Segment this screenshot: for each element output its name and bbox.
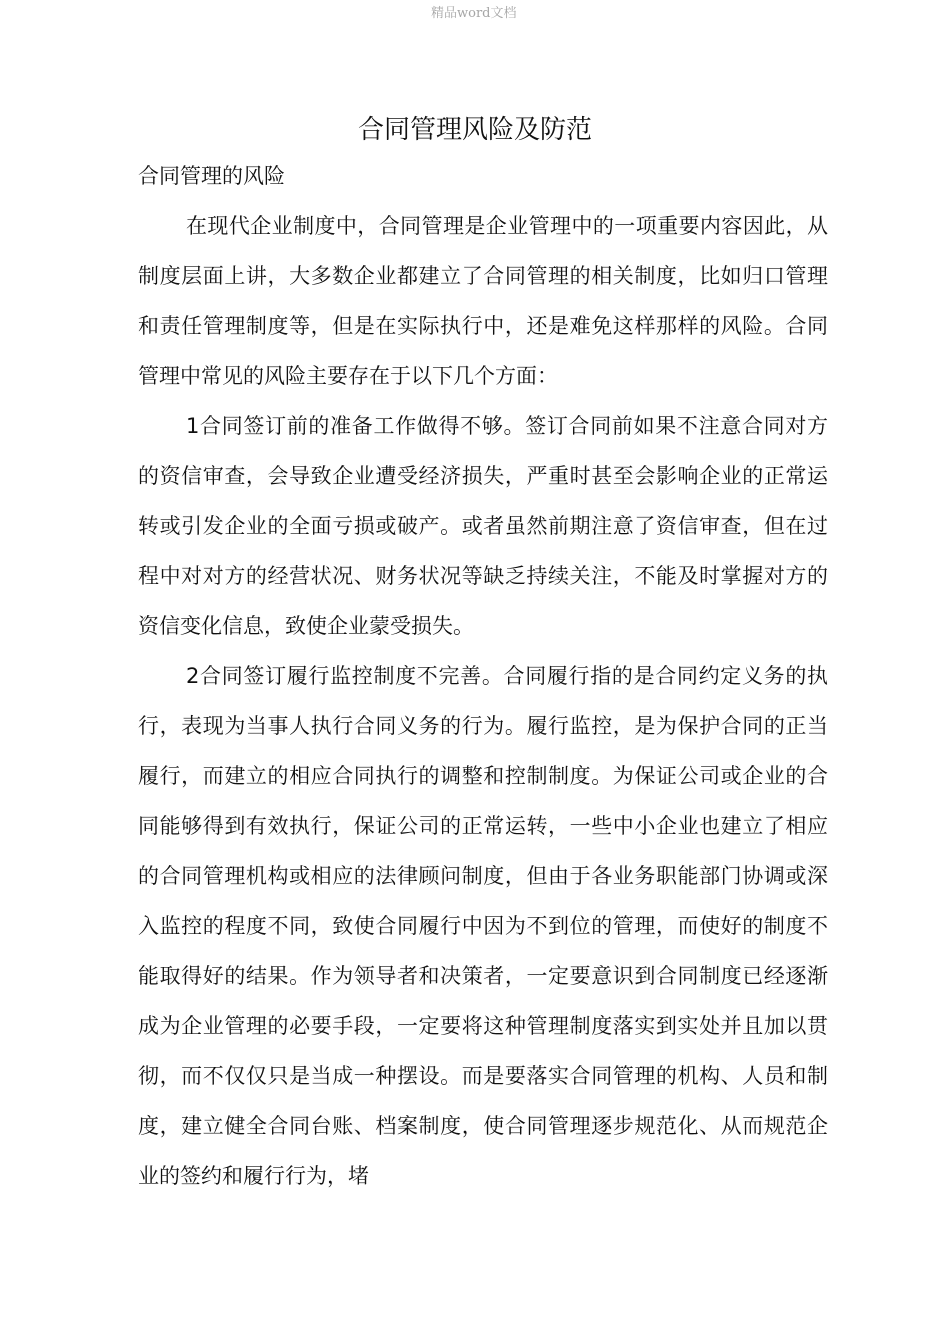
document-title: 合同管理风险及防范	[357, 115, 592, 145]
paragraph-risk-2: 2合同签订履行监控制度不完善。合同履行指的是合同约定义务的执行，表现为当事人执行合同义务的行为。履行监控，是为保护合同的正当履行，而建立的相应合同执行的调整和控制制度。为保证公司或企业的合同能够得到有效执行，保证公司的正常运转，一些中小企业也建立了相应的合同管理机构或相应的法律顾问制度，但由于各业务职能部门协调或深入监控的程度不同，致使合同履行中因为不到位的管理，而使好的制度不能取得好的结果。作为领导者和决策者，一定要意识到合同制度已经逐渐成为企业管理的必要手段，一定要将这种管理制度落实到实处并且加以贯彻，而不仅仅只是当成一种摆设。而是要落实合同管理的机构、人员和制度，建立健全合同台账、档案制度，使合同管理逐步规范化、从而规范企业的签约和履行行为，堵	[138, 664, 828, 1188]
paragraph-intro: 在现代企业制度中，合同管理是企业管理中的一项重要内容因此，从制度层面上讲，大多数企业都建立了合同管理的相关制度，比如归口管理和责任管理制度等，但是在实际执行中，还是难免这样那样的风险。合同管理中常见的风险主要存在于以下几个方面：	[138, 214, 828, 388]
watermark-text: 精品word文档	[431, 6, 517, 21]
section-heading: 合同管理的风险	[138, 164, 285, 188]
paragraph-risk-1: 1合同签订前的准备工作做得不够。签订合同前如果不注意合同对方的资信审查，会导致企业遭受经济损失，严重时甚至会影响企业的正常运转或引发企业的全面亏损或破产。或者虽然前期注意了资信审查，但在过程中对对方的经营状况、财务状况等缺乏持续关注，不能及时掌握对方的资信变化信息，致使企业蒙受损失。	[138, 414, 828, 638]
document-body	[138, 201, 828, 1201]
